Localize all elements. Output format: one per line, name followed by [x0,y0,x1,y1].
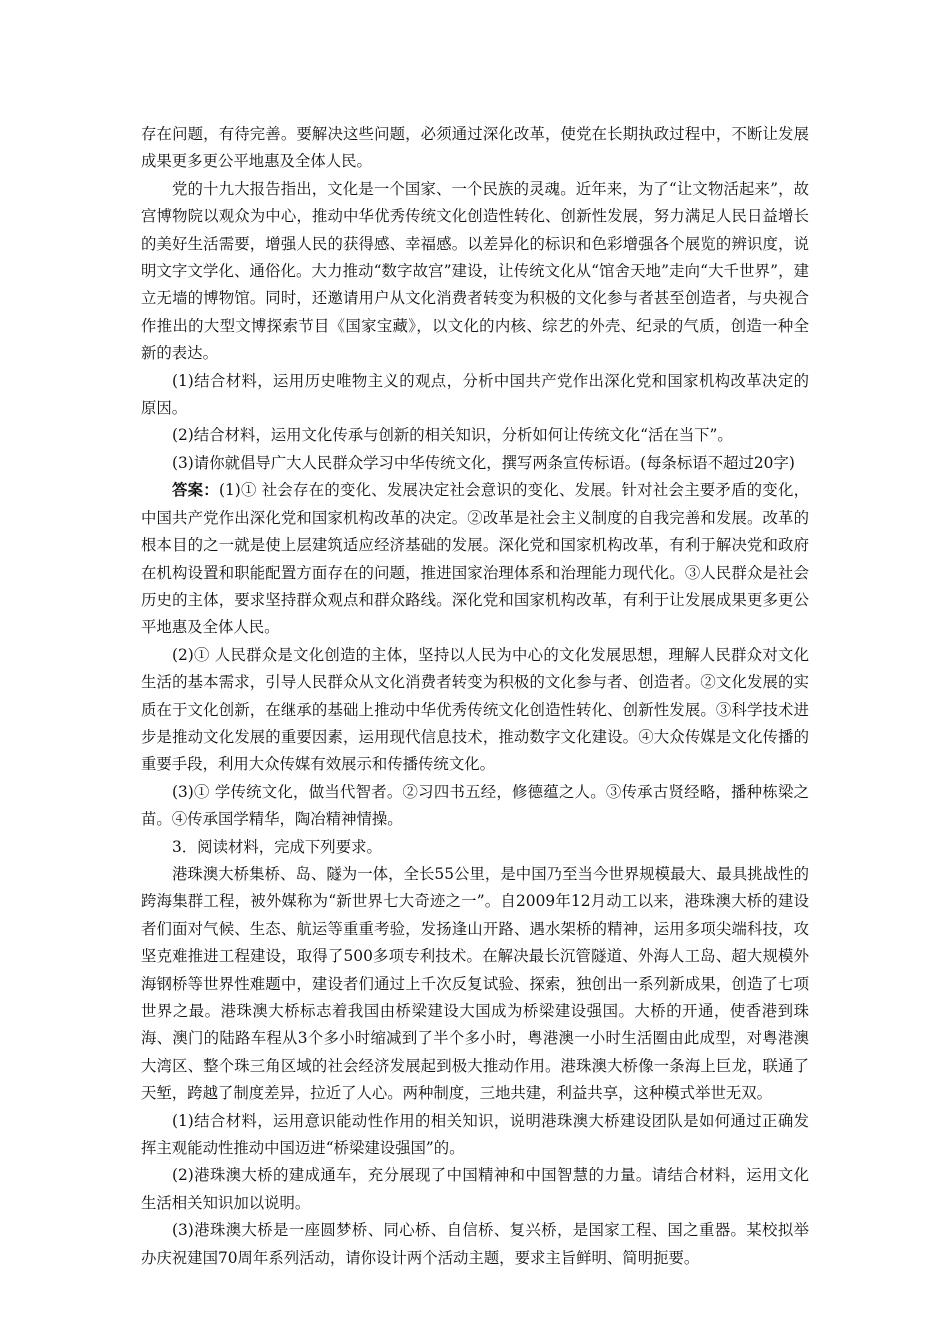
bridge-question-2: (2)港珠澳大桥的建成通车，充分展现了中国精神和中国智慧的力量。请结合材料，运用文化生活相关知识加以说明。 [141,1166,809,1212]
section-3-heading: 3．阅读材料，完成下列要求。 [172,837,382,856]
answer-1 [141,477,809,641]
answer-2: (2)① 人民群众是文化创造的主体，坚持以人民为中心的文化发展思想，理解人民群众对文化生活的基本需求，引导人民群众从文化消费者转变为积极的文化参与者、创造者。②文化发展的实质在于文化创新，在继承的基础上推动中华优秀传统文化创造性转化、创新性发展。③科学技术进步是推动文化发展的重要因素，运用现代信息技术，推动数字文化建设。④大众传媒是文化传播的重要手段，利用大众传媒有效展示和传播传统文化。 [141,645,809,774]
question-3: (3)请你就倡导广大人民群众学习中华传统文化，撰写两条宣传标语。(每条标语不超过20字) [172,453,795,472]
answer-1-text: (1)① 社会存在的变化、发展决定社会意识的变化、发展。针对社会主要矛盾的变化，中国共产党作出深化党和国家机构改革的决定。②改革是社会主义制度的自我完善和发展。改革的根本目的之一就是使上层建筑适应经济基础的发展。深化党和国家机构改革，有利于解决党和政府在机构设置和职能配置方面存在的问题，推进国家治理体系和治理能力现代化。③人民群众是社会历史的主体，要求坚持群众观点和群众路线。深化党和国家机构改革，有利于让发展成果更多更公平地惠及全体人民。 [141,481,809,637]
paragraph-continuation: 存在问题，有待完善。要解决这些问题，必须通过深化改革，使党在长期执政过程中，不断让发展成果更多更公平地惠及全体人民。 [141,125,809,171]
question-1: (1)结合材料，运用历史唯物主义的观点，分析中国共产党作出深化党和国家机构改革决定的原因。 [141,371,809,418]
bridge-question-1: (1)结合材料，运用意识能动性作用的相关知识，说明港珠澳大桥建设团队是如何通过正确发挥主观能动性推动中国迈进“桥梁建设强国”的。 [141,1111,809,1158]
bridge-question-3: (3)港珠澳大桥是一座圆梦桥、同心桥、自信桥、复兴桥，是国家工程、国之重器。某校拟举办庆祝建国70周年系列活动，请你设计两个活动主题，要求主旨鲜明、简明扼要。 [141,1221,809,1267]
answer-label: 答案： [172,481,219,500]
document-body [141,121,809,1272]
paragraph-material-bridge: 港珠澳大桥集桥、岛、隧为一体，全长55公里，是中国乃至当今世界规模最大、最具挑战性的跨海集群工程，被外媒称为“新世界七大奇迹之一”。自2009年12月动工以来，港珠澳大桥的建设者们面对气候、生态、航运等重重考验，发扬逢山开路、遇水架桥的精神，运用多项尖端科技，攻坚克难推进工程建设，取得了500多项专利技术。在解决最长沉管隧道、外海人工岛、超大规模外海钢桥等世界性难题中，建设者们通过上千次反复试验、探索，独创出一系列新成果，创造了七项世界之最。港珠澳大桥标志着我国由桥梁建设大国成为桥梁建设强国。大桥的开通，使香港到珠海、澳门的陆路车程从3个多小时缩减到了半个多小时，粤港澳一小时生活圈由此成型，对粤港澳大湾区、整个珠三角区域的社会经济发展起到极大推动作用。港珠澳大桥像一条海上巨龙，联通了天堑，跨越了制度差异，拉近了人心。两种制度，三地共建，利益共享，这种模式举世无双。 [141,864,809,1103]
question-2: (2)结合材料，运用文化传承与创新的相关知识，分析如何让传统文化“活在当下”。 [172,426,733,445]
answer-3: (3)① 学传统文化，做当代智者。②习四书五经，修德蕴之人。③传承古贤经略，播种栋梁之苗。④传承国学精华，陶冶精神情操。 [141,782,809,829]
paragraph-material-palace-museum: 党的十九大报告指出，文化是一个国家、一个民族的灵魂。近年来，为了“让文物活起来”，故宫博物院以观众为中心，推动中华优秀传统文化创造性转化、创新性发展，努力满足人民日益增长的美好生活需要，增强人民的获得感、幸福感。以差异化的标识和色彩增强各个展览的辨识度，说明文字文学化、通俗化。大力推动“数字故宫”建设，让传统文化从“馆舍天地”走向“大千世界”，建立无墙的博物馆。同时，还邀请用户从文化消费者转变为积极的文化参与者甚至创造者，与央视合作推出的大型文博探索节目《国家宝藏》，以文化的内核、综艺的外壳、纪录的气质，创造一种全新的表达。 [141,179,809,363]
